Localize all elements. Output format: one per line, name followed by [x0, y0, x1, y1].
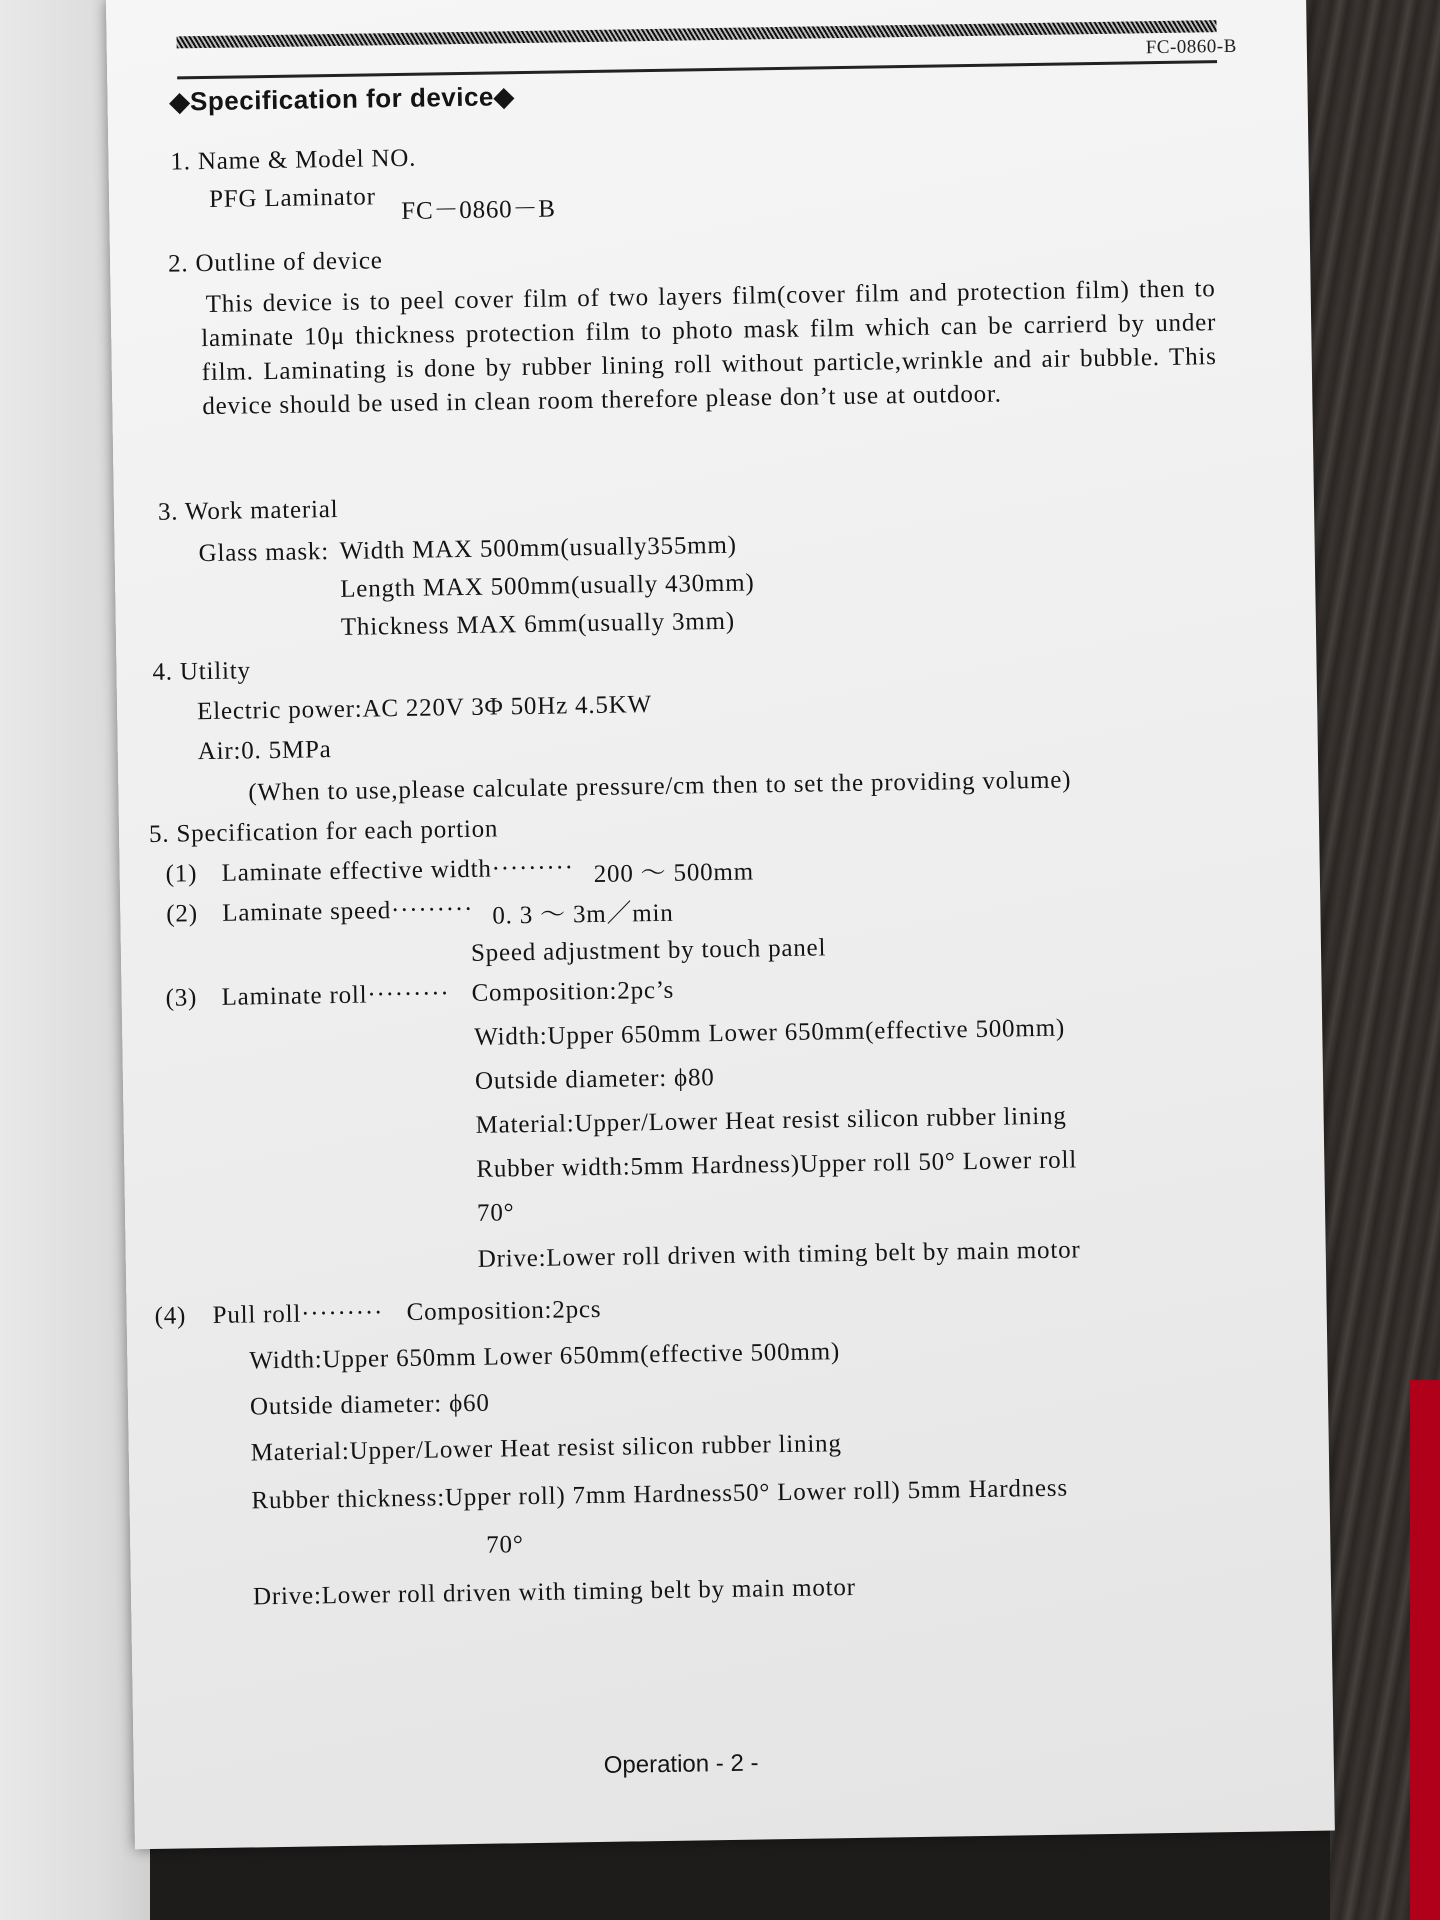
section1-heading: 1. Name & Model NO.: [170, 144, 417, 176]
item4-label: Pull roll·········: [212, 1299, 384, 1330]
item3-rubber-cont: 70°: [476, 1199, 515, 1227]
item4-number: (4): [154, 1302, 187, 1330]
item3-diameter: Outside diameter: ϕ80: [474, 1064, 715, 1095]
item2-detail: Speed adjustment by touch panel: [470, 934, 827, 967]
item4-diameter: Outside diameter: ϕ60: [249, 1389, 490, 1421]
item3-label: Laminate roll·········: [221, 980, 450, 1011]
header-hatch-bar: [177, 20, 1217, 48]
document-page: [106, 0, 1335, 1849]
item1-value: 200 ～ 500mm: [593, 858, 755, 888]
item4-composition: Composition:2pcs: [406, 1295, 602, 1326]
product-name: PFG Laminator: [208, 183, 376, 213]
utility-note: (When to use,please calculate pressure/cm then to set the providing volume): [248, 766, 1072, 807]
item3-material: Material:Upper/Lower Heat resist silicon rubber lining: [475, 1102, 1067, 1139]
section3-heading: 3. Work material: [157, 495, 339, 526]
item4-width: Width:Upper 650mm Lower 650mm(effective 500mm): [249, 1338, 841, 1375]
background-red-edge: [1410, 1380, 1440, 1920]
item3-drive: Drive:Lower roll driven with timing belt by main motor: [477, 1236, 1081, 1273]
glass-mask-label: Glass mask:: [198, 538, 330, 568]
glass-mask-width: Width MAX 500mm(usually355mm): [339, 531, 737, 565]
section5-heading: 5. Specification for each portion: [148, 815, 499, 848]
air-pressure: Air:0. 5MPa: [197, 736, 332, 766]
item3-rubber: Rubber width:5mm Hardness)Upper roll 50° Lower roll: [476, 1146, 1078, 1183]
item3-number: (3): [165, 984, 198, 1012]
section2-heading: 2. Outline of device: [167, 247, 383, 278]
item3-composition: Composition:2pc’s: [471, 976, 675, 1007]
electric-power: Electric power:AC 220V 3Φ 50Hz 4.5KW: [196, 691, 653, 726]
glass-mask-thickness: Thickness MAX 6mm(usually 3mm): [340, 607, 736, 641]
item4-rubber: Rubber thickness:Upper roll) 7mm Hardness50° Lower roll) 5mm Hardness: [251, 1474, 1069, 1515]
item2-number: (2): [166, 900, 199, 928]
item1-label: Laminate effective width·········: [221, 854, 575, 887]
section2-body: This device is to peel cover film of two layers film(cover film and protection film) then to laminate 10μ thickness protection film to photo mask film which can be carrierd by under film. Laminating is done by rubber lining roll without particle,wrinkle and air bubble. This device should be used in clean room therefore please don’t use at outdoor.: [201, 275, 1217, 421]
item1-number: (1): [165, 860, 198, 888]
item2-label: Laminate speed·········: [222, 895, 474, 927]
item4-rubber-cont: 70°: [486, 1531, 524, 1559]
page-title: ◆Specification for device◆: [169, 81, 515, 117]
item2-value: 0. 3 ～ 3m／min: [492, 899, 674, 930]
header-rule: [177, 60, 1217, 79]
item4-material: Material:Upper/Lower Heat resist silicon rubber lining: [250, 1430, 842, 1467]
item3-width: Width:Upper 650mm Lower 650mm(effective 500mm): [474, 1014, 1066, 1051]
glass-mask-length: Length MAX 500mm(usually 430mm): [340, 569, 755, 603]
item4-drive: Drive:Lower roll driven with timing belt by main motor: [252, 1573, 857, 1611]
section4-heading: 4. Utility: [152, 657, 252, 686]
model-number: FC－0860－B: [401, 195, 556, 225]
document-code: FC-0860-B: [1145, 35, 1237, 59]
page-number-footer: Operation - 2 -: [603, 1749, 759, 1779]
